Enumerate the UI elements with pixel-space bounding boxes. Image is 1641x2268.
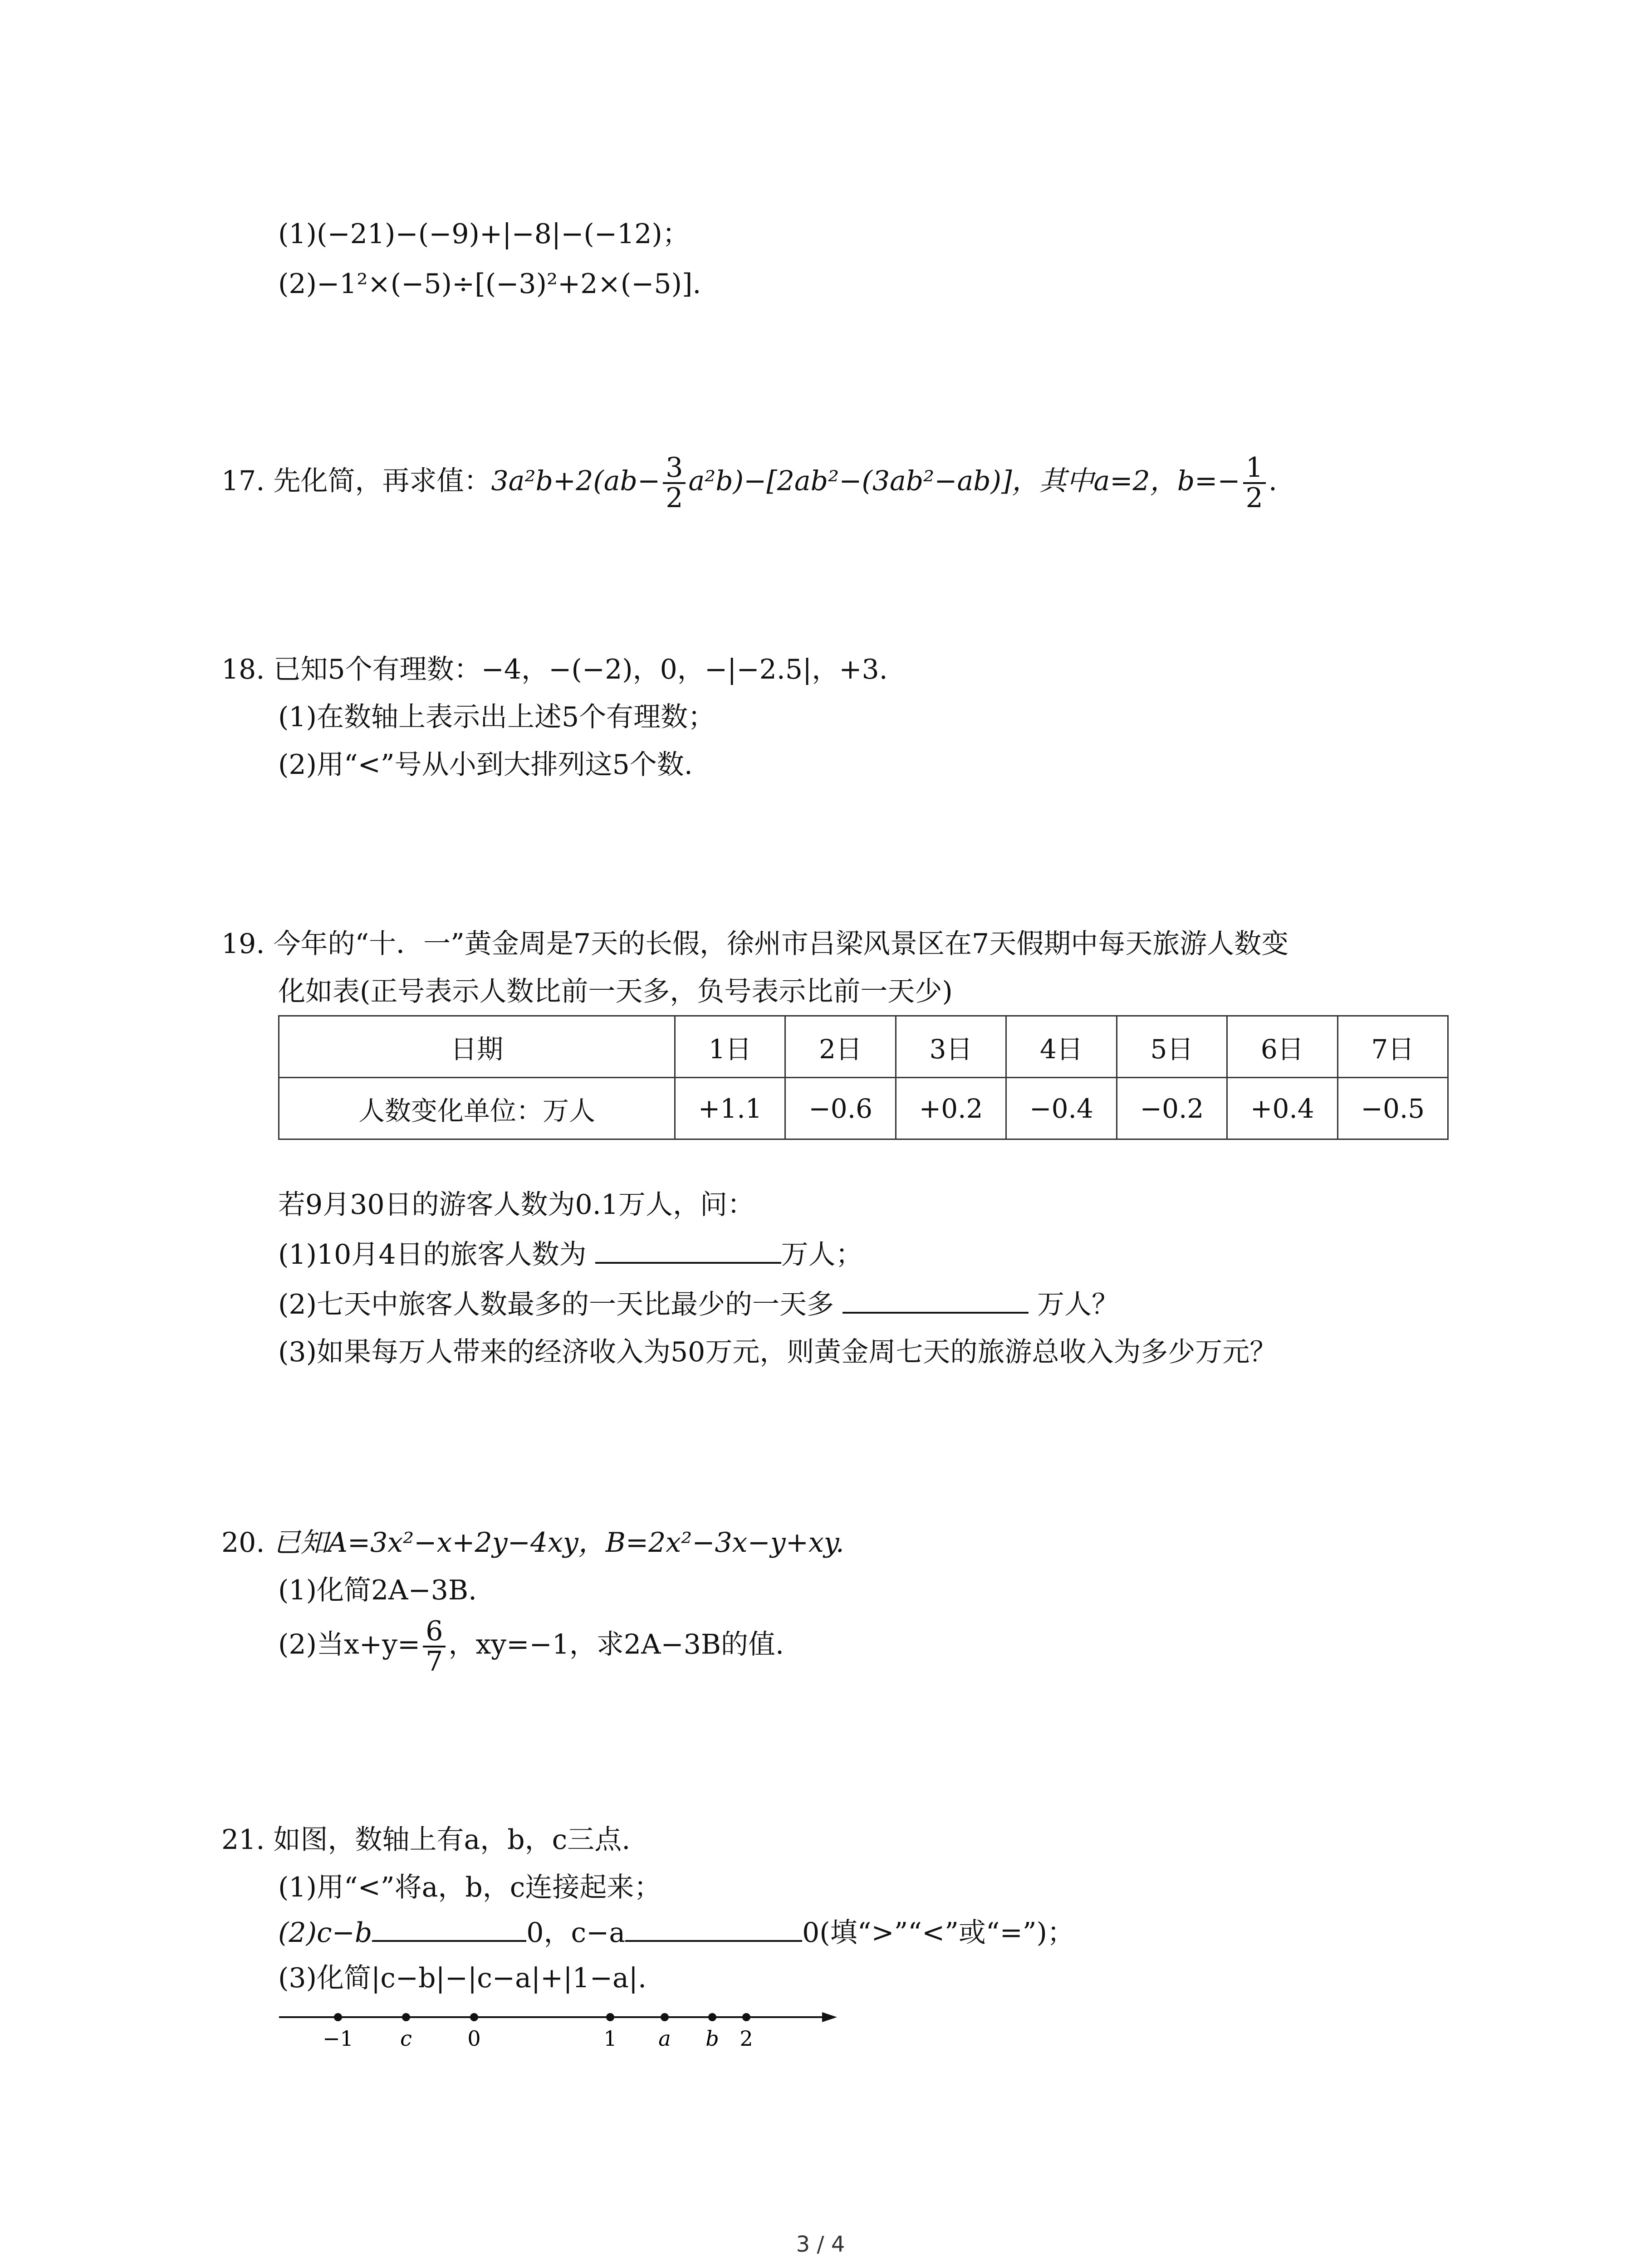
q19-part2: (2)七天中旅客人数最多的一天比最少的一天多 万人？: [278, 1289, 1119, 1320]
table-cell: +0.4: [1227, 1078, 1337, 1139]
number-line-label: 2: [740, 2026, 753, 2051]
q19-intro: 若9月30日的游客人数为0.1万人，问：: [278, 1189, 754, 1221]
q20-stem: 20. 已知A=3x²−x+2y−4xy，B=2x²−3x−y+xy.: [221, 1527, 844, 1559]
q17-expr-b: a²b)−[2ab²−(3ab²−ab)]，其中a=2，b=−: [688, 465, 1240, 497]
table-cell: 3日: [896, 1016, 1006, 1078]
number-line-point: [708, 2013, 716, 2021]
answer-blank[interactable]: [595, 1238, 781, 1264]
number-line-label: 1: [603, 2026, 617, 2051]
question-number: 17.: [221, 465, 265, 497]
table-cell: +0.2: [896, 1078, 1006, 1139]
number-line-point: [661, 2013, 669, 2021]
number-line-label: −1: [323, 2026, 353, 2051]
fraction-six-sevenths: $\frac{6}{7}$: [423, 1617, 446, 1676]
q16-part2: (2)−1²×(−5)÷[(−3)²+2×(−5)].: [278, 268, 701, 300]
q20-part1: (1)化简2A−3B.: [278, 1574, 477, 1606]
table-row: [279, 1078, 1448, 1139]
q21-part1: (1)用“<”将a，b，c连接起来；: [278, 1872, 661, 1903]
table-cell: 7日: [1337, 1016, 1448, 1078]
table-header-label: 日期: [279, 1016, 675, 1078]
q17-expr-a: 3a²b+2(ab−: [491, 465, 661, 497]
number-line-point: [606, 2013, 614, 2021]
number-line-label: b: [705, 2026, 719, 2051]
table-cell: +1.1: [675, 1078, 785, 1139]
visitor-change-table: [278, 1015, 1449, 1140]
table-cell: −0.6: [785, 1078, 896, 1139]
table-cell: −0.5: [1337, 1078, 1448, 1139]
number-line-label: a: [658, 2026, 671, 2051]
number-line-point: [470, 2013, 478, 2021]
table-cell: 2日: [785, 1016, 896, 1078]
table-row: [279, 1016, 1448, 1078]
q17-line: 17. 先化简，再求值：3a²b+2(ab− $\frac{3}{2}$ a²b)−[2ab²−(3ab²−ab)]，其中a=2，b=− $\frac{1}{2}$ .: [221, 452, 1277, 514]
q21-part3: (3)化简|c−b|−|c−a|+|1−a|.: [278, 1962, 647, 1994]
q19-stem-line2: 化如表(正号表示人数比前一天多，负号表示比前一天少): [278, 976, 953, 1007]
number-line-point: [742, 2013, 750, 2021]
number-line-figure: [272, 2000, 844, 2068]
q20-part2: (2)当x+y= $\frac{6}{7}$ ，xy=−1，求2A−3B的值.: [278, 1615, 784, 1677]
fraction-one-half: $\frac{1}{2}$: [1243, 454, 1266, 513]
q19-stem-line1: 19. 今年的“十．一”黄金周是7天的长假，徐州市吕梁风景区在7天假期中每天旅游人数变: [221, 928, 1289, 960]
table-cell: 5日: [1117, 1016, 1227, 1078]
number-line-label: 0: [467, 2026, 481, 2051]
q19-part3: (3)如果每万人带来的经济收入为50万元，则黄金周七天的旅游总收入为多少万元？: [278, 1336, 1277, 1368]
q19-part1: (1)10月4日的旅客人数为 万人；: [278, 1239, 863, 1271]
page-number: 3 / 4: [796, 2232, 845, 2257]
q18-stem: 18. 已知5个有理数：−4，−(−2)，0，−|−2.5|，+3.: [221, 654, 888, 685]
table-cell: −0.2: [1117, 1078, 1227, 1139]
table-cell: 6日: [1227, 1016, 1337, 1078]
arrow-right-icon: [822, 2012, 837, 2022]
q21-part2: (2)c−b 0，c−a 0(填“>”“<”或“=”)；: [278, 1917, 1074, 1949]
answer-blank[interactable]: [843, 1288, 1029, 1314]
q17-prefix: 先化简，再求值：: [273, 465, 491, 497]
answer-blank[interactable]: [625, 1916, 802, 1942]
q18-part1: (1)在数轴上表示出上述5个有理数；: [278, 701, 715, 733]
table-cell: 4日: [1006, 1016, 1117, 1078]
q16-part1: (1)(−21)−(−9)+|−8|−(−12)；: [278, 218, 690, 250]
q21-stem: 21. 如图，数轴上有a，b，c三点.: [221, 1824, 631, 1856]
number-line-label: c: [400, 2026, 412, 2051]
number-line-point: [334, 2013, 342, 2021]
answer-blank[interactable]: [372, 1916, 526, 1942]
question-number: 21.: [221, 1824, 265, 1856]
table-cell: 1日: [675, 1016, 785, 1078]
q18-part2: (2)用“<”号从小到大排列这5个数.: [278, 749, 693, 781]
question-number: 20.: [221, 1527, 265, 1559]
question-number: 19.: [221, 928, 265, 960]
number-line-point: [402, 2013, 410, 2021]
table-row-label: 人数变化单位：万人: [279, 1078, 675, 1139]
question-number: 18.: [221, 654, 265, 685]
fraction-three-halves: $\frac{3}{2}$: [663, 454, 686, 513]
table-cell: −0.4: [1006, 1078, 1117, 1139]
